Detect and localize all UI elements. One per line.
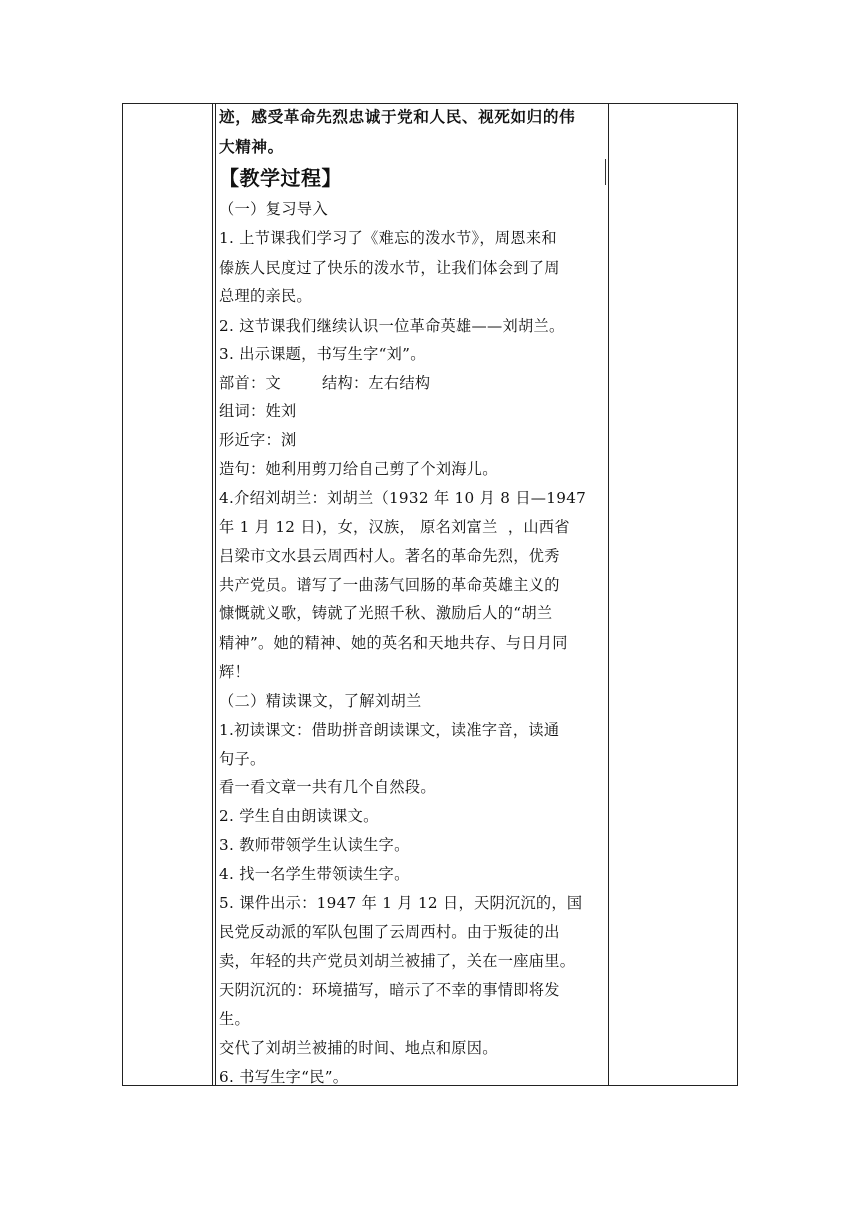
subsection-review-intro: （一）复习导入 [219, 200, 329, 218]
text-line: 1.初读课文：借助拼音朗读课文，读准字音，读通 [219, 721, 560, 739]
text-line: 精神”。她的精神、她的英名和天地共存、与日月同 [219, 634, 568, 652]
objective-line-2: 大精神。 [219, 138, 284, 156]
section-heading-teaching-process: 【教学过程】 [219, 166, 342, 190]
text-line: 看一看文章一共有几个自然段。 [219, 778, 436, 796]
table-column-divider-right [608, 104, 609, 1085]
text-line: 6. 书写生字“民”。 [219, 1068, 349, 1086]
text-line: 慷慨就义歌，铸就了光照千秋、激励后人的“胡兰 [219, 604, 553, 622]
text-line: 天阴沉沉的：环境描写，暗示了不幸的事情即将发 [219, 981, 560, 999]
text-line: 1. 上节课我们学习了《难忘的泼水节》，周恩来和 [219, 229, 557, 247]
text-line: 3. 出示课题，书写生字“刘”。 [219, 345, 426, 363]
table-column-divider-left-inner [215, 104, 216, 1085]
table-cell-marker [605, 159, 606, 185]
text-line: 傣族人民度过了快乐的泼水节，让我们体会到了周 [219, 259, 560, 277]
text-line: 4.介绍刘胡兰：刘胡兰（1932 年 10 月 8 日—1947 [219, 489, 587, 507]
objective-line-1: 迹，感受革命先烈忠诚于党和人民、视死如归的伟 [219, 108, 576, 126]
text-line: 民党反动派的军队包围了云周西村。由于叛徒的出 [219, 923, 560, 941]
text-line: 年 1 月 12 日)，女，汉族， 原名刘富兰 ，山西省 [219, 518, 570, 536]
table-column-divider-left [212, 104, 213, 1085]
text-line: 生。 [219, 1010, 250, 1028]
text-line: 句子。 [219, 750, 266, 768]
text-line: 5. 课件出示：1947 年 1 月 12 日，天阴沉沉的，国 [219, 894, 583, 912]
text-line: 部首：文 结构：左右结构 [219, 374, 431, 392]
text-line: 3. 教师带领学生认读生字。 [219, 836, 410, 854]
text-line: 2. 这节课我们继续认识一位革命英雄——刘胡兰。 [219, 317, 565, 335]
subsection-close-reading: （二）精读课文，了解刘胡兰 [219, 692, 422, 710]
text-line: 4. 找一名学生带领读生字。 [219, 865, 410, 883]
text-line: 共产党员。谱写了一曲荡气回肠的革命英雄主义的 [219, 576, 560, 594]
text-line: 形近字：浏 [219, 431, 297, 449]
text-line: 交代了刘胡兰被捕的时间、地点和原因。 [219, 1039, 498, 1057]
text-line: 2. 学生自由朗读课文。 [219, 807, 379, 825]
text-line: 总理的亲民。 [219, 287, 312, 305]
text-line: 卖，年轻的共产党员刘胡兰被捕了，关在一座庙里。 [219, 952, 576, 970]
text-line: 辉！ [219, 663, 250, 681]
text-line: 造句：她利用剪刀给自己剪了个刘海儿。 [219, 460, 498, 478]
text-line: 吕梁市文水县云周西村人。著名的革命先烈，优秀 [219, 547, 560, 565]
text-line: 组词：姓刘 [219, 402, 297, 420]
